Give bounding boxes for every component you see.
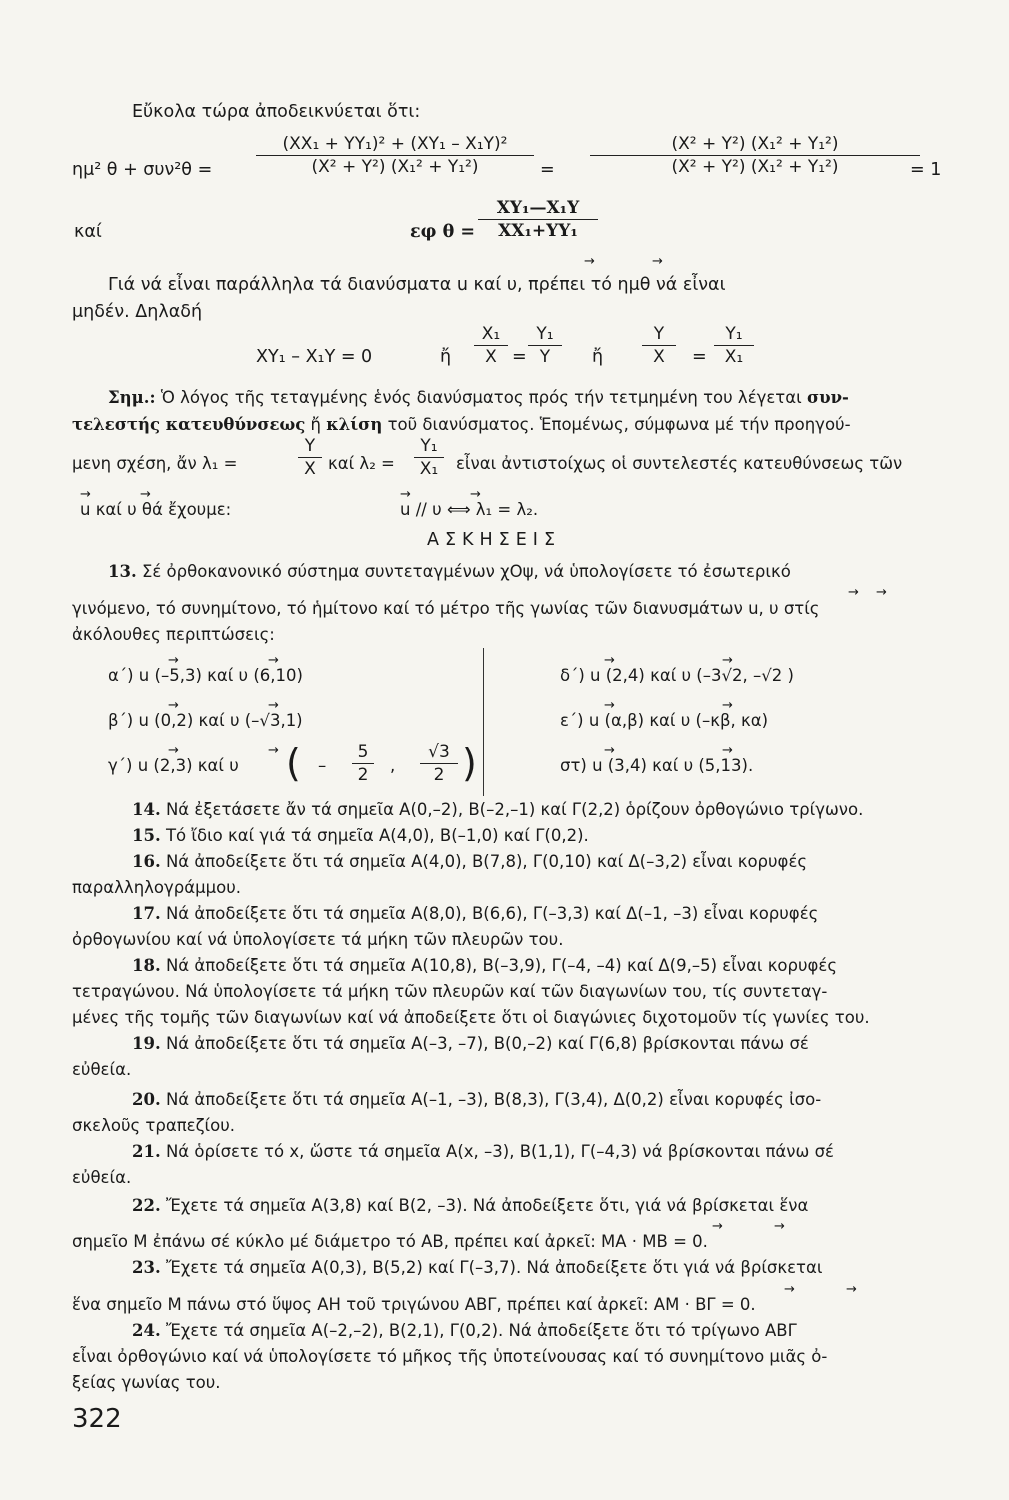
numerator: 5 [357, 742, 369, 762]
vector-arrow: → [604, 743, 615, 758]
ex13-line-2: γινόμενο, τό συνημίτονο, τό ἡμίτονο καί τό μέτρο τῆς γωνίας τῶν διανυσμάτων u, υ στίς [72, 599, 820, 618]
eq1-frac1-numerator: (XX₁ + YY₁)² + (XY₁ – X₁Y)² [282, 134, 508, 154]
exercise-number: 17. [132, 904, 161, 923]
vector-arrow: → [876, 585, 887, 600]
note-bold-1: συν- [806, 388, 849, 407]
exercise-17-line-2: ὀρθογωνίου καί νά ὑπολογίσετε τά μήκη τῶν πλευρῶν του. [72, 930, 564, 949]
fraction-bar [478, 219, 598, 220]
exercise-21-line-2: εὐθεία. [72, 1168, 132, 1187]
note-text-1: Ὁ λόγος τῆς τεταγμένης ἑνός διανύσματος πρός τήν τετμημένη του λέγεται [160, 388, 802, 407]
page-number: 322 [72, 1404, 122, 1434]
numerator: Y [653, 324, 665, 344]
exercise-text: Νά ἀποδείξετε ὅτι τά σημεῖα Α(8,0), Β(6,6), Γ(–3,3) καί Δ(–1, –3) εἶναι κορυφές [165, 904, 819, 923]
vector-arrow: → [584, 254, 595, 269]
gamma-fraction-2 [420, 742, 458, 785]
note-bold-3: κλίση [326, 415, 383, 434]
eq3-equals-a: = [512, 347, 527, 367]
gamma-minus: – [318, 756, 327, 775]
exercise-number: 16. [132, 852, 161, 871]
vector-arrow: → [774, 1219, 785, 1234]
denominator: X₁ [724, 347, 744, 367]
eq3-part1: XY₁ – X₁Y = 0 [256, 347, 373, 367]
numerator: Y [304, 436, 316, 456]
vector-arrow: → [722, 698, 733, 713]
gamma-close-paren: ) [462, 741, 477, 785]
eq3-or-1: ἤ [440, 347, 452, 367]
exercise-text: Νά ἀποδείξετε ὅτι τά σημεῖα Α(–1, –3), Β(8,3), Γ(3,4), Δ(0,2) εἶναι κορυφές ἰσο- [165, 1090, 822, 1109]
case-epsilon: ε΄) u (α,β) καί υ (–κβ, κα) [560, 711, 769, 730]
exercise-16 [132, 852, 807, 871]
parallel-line-1: Γιά νά εἶναι παράλληλα τά διανύσματα u καί υ, πρέπει τό ημθ νά εἶναι [108, 275, 726, 295]
column-divider [483, 648, 484, 796]
vector-arrow: → [722, 743, 733, 758]
vector-arrow: → [268, 743, 279, 758]
exercise-text: Ἔχετε τά σημεῖα Α(3,8) καί Β(2, –3). Νά ἀποδείξετε ὅτι, γιά νά βρίσκεται ἕνα [165, 1196, 809, 1215]
fraction-bar [256, 155, 534, 156]
vector-arrow: → [168, 698, 179, 713]
denominator: Y [539, 347, 551, 367]
vector-arrow: → [722, 653, 733, 668]
exercise-text: Ἔχετε τά σημεῖα Α(–2,–2), Β(2,1), Γ(0,2). Νά ἀποδείξετε ὅτι τό τρίγωνο ΑΒΓ [165, 1321, 797, 1340]
note-label: Σημ.: [108, 388, 156, 407]
vector-arrow: → [168, 743, 179, 758]
eq2-lhs: εφ θ = [410, 222, 475, 242]
numerator: X₁ [481, 324, 501, 344]
fraction-bar [714, 345, 754, 346]
intro-text: Εὔκολα τώρα ἀποδεικνύεται ὅτι: [132, 102, 421, 122]
eq3-fraction-2 [528, 324, 562, 367]
exercise-number: 15. [132, 826, 161, 845]
fraction-bar [420, 763, 458, 764]
eq3-fraction-3 [642, 324, 676, 367]
vector-arrow: → [712, 1219, 723, 1234]
exercise-number: 13. [108, 562, 137, 581]
vector-arrow: → [470, 487, 481, 502]
exercise-22 [132, 1196, 808, 1215]
gamma-fraction-1 [352, 742, 374, 785]
vector-arrow: → [268, 653, 279, 668]
fraction-bar [474, 345, 508, 346]
exercise-24-line-2: εἶναι ὀρθογώνιο καί νά ὑπολογίσετε τό μῆκος τῆς ὑποτείνουσας καί τό συνημίτονο μιᾶς ὀ- [72, 1347, 828, 1366]
eq1-result: = 1 [910, 160, 942, 180]
eq1-frac2-numerator: (X² + Y²) (X₁² + Y₁²) [671, 134, 839, 154]
numerator: Y₁ [725, 324, 743, 344]
note-line-4b: u // υ ⟺ λ₁ = λ₂. [400, 500, 539, 519]
vector-arrow: → [848, 585, 859, 600]
exercise-24-line-3: ξείας γωνίας του. [72, 1373, 221, 1392]
vector-arrow: → [268, 698, 279, 713]
vector-arrow: → [80, 487, 91, 502]
eq2-denominator: XX₁+YY₁ [498, 221, 578, 241]
exercise-text: Τό ἴδιο καί γιά τά σημεῖα Α(4,0), Β(–1,0) καί Γ(0,2). [165, 826, 589, 845]
gamma-comma: , [390, 756, 396, 775]
exercise-number: 19. [132, 1034, 161, 1053]
gamma-open-paren: ( [286, 741, 301, 785]
eq3-fraction-4 [714, 324, 754, 367]
case-beta: β΄) u (0,2) καί υ (–√3,1) [108, 711, 303, 730]
eq1-fraction-1 [256, 134, 534, 177]
denominator: 2 [357, 765, 369, 785]
exercise-number: 18. [132, 956, 161, 975]
case-st: στ) u (3,4) καί υ (5,13). [560, 756, 754, 775]
fraction-bar [414, 457, 444, 458]
vector-arrow: → [846, 1282, 857, 1297]
lambda2-fraction [414, 436, 444, 479]
eq1-frac2-denominator: (X² + Y²) (X₁² + Y₁²) [671, 157, 839, 177]
exercise-text: Ἔχετε τά σημεῖα Α(0,3), Β(5,2) καί Γ(–3,7). Νά ἀποδείξετε ὅτι γιά νά βρίσκεται [165, 1258, 823, 1277]
ex13-line-3: ἀκόλουθες περιπτώσεις: [72, 625, 275, 644]
numerator: Y₁ [420, 436, 438, 456]
denominator: X [653, 347, 665, 367]
fraction-bar [352, 763, 374, 764]
ex13-text-1: Σέ ὀρθοκανονικό σύστημα συντεταγμένων χOψ, νά ὑπολογίσετε τό ἐσωτερικό [141, 562, 791, 581]
eq1-equals: = [540, 160, 555, 180]
note-line-3c: εἶναι ἀντιστοίχως οἱ συντελεστές κατευθύνσεως τῶν [456, 454, 903, 473]
case-alpha: α΄) u (–5,3) καί υ (6,10) [108, 666, 303, 685]
eq1-frac1-denominator: (X² + Y²) (X₁² + Y₁²) [311, 157, 479, 177]
exercise-16-line-2: παραλληλογράμμου. [72, 878, 242, 897]
eq1-lhs: ημ² θ + συν²θ = [72, 160, 213, 180]
fraction-bar [528, 345, 562, 346]
exercise-24 [132, 1321, 797, 1340]
vector-arrow: → [604, 653, 615, 668]
exercise-number: 23. [132, 1258, 161, 1277]
exercise-19-line-2: εὐθεία. [72, 1060, 132, 1079]
eq2-numerator: XY₁—X₁Y [496, 198, 580, 218]
eq3-equals-b: = [692, 347, 707, 367]
ex13-line-1 [108, 562, 791, 581]
exercise-20-line-2: σκελοῦς τραπεζίου. [72, 1116, 236, 1135]
exercise-text: Νά ἀποδείξετε ὅτι τά σημεῖα Α(4,0), Β(7,8), Γ(0,10) καί Δ(–3,2) εἶναι κορυφές [165, 852, 808, 871]
note-line-1 [108, 388, 849, 407]
note-bold-2: τελεστής κατευθύνσεως [72, 415, 306, 434]
vector-arrow: → [400, 487, 411, 502]
eq2-fraction [478, 198, 598, 241]
exercise-text: Νά ἐξετάσετε ἄν τά σημεῖα Α(0,–2), Β(–2,–1) καί Γ(2,2) ὁρίζουν ὀρθογώνιο τρίγωνο. [165, 800, 864, 819]
note-line-3a: μενη σχέση, ἄν λ₁ = [72, 454, 238, 473]
vector-arrow: → [604, 698, 615, 713]
denominator: X [485, 347, 497, 367]
note-text-2a: ἤ [310, 415, 322, 434]
note-line-4a: u καί υ θά ἔχουμε: [80, 500, 232, 519]
exercise-number: 21. [132, 1142, 161, 1161]
exercise-number: 24. [132, 1321, 161, 1340]
parallel-line-2: μηδέν. Δηλαδή [72, 302, 203, 322]
note-text-2b: τοῦ διανύσματος. Ἑπομένως, σύμφωνα μέ τήν προηγού- [387, 415, 851, 434]
fraction-bar [298, 457, 322, 458]
exercise-number: 20. [132, 1090, 161, 1109]
fraction-bar [642, 345, 676, 346]
exercise-23 [132, 1258, 822, 1277]
exercise-22-line-2: σημεῖο Μ ἐπάνω σέ κύκλο μέ διάμετρο τό ΑΒ, πρέπει καί ἀρκεῖ: ΜΑ · ΜΒ = 0. [72, 1232, 708, 1251]
numerator: √3 [428, 742, 450, 762]
exercises-title: ΑΣΚΗΣΕΙΣ [427, 530, 561, 550]
exercise-text: Νά ὁρίσετε τό x, ὥστε τά σημεῖα Α(x, –3), Β(1,1), Γ(–4,3) νά βρίσκονται πάνω σέ [165, 1142, 834, 1161]
exercise-text: Νά ἀποδείξετε ὅτι τά σημεῖα Α(10,8), Β(–3,9), Γ(–4, –4) καί Δ(9,–5) εἶναι κορυφές [165, 956, 838, 975]
exercise-number: 22. [132, 1196, 161, 1215]
case-gamma: γ΄) u (2,3) καί υ [108, 756, 239, 775]
vector-arrow: → [168, 653, 179, 668]
exercise-19 [132, 1034, 809, 1053]
exercise-15 [132, 826, 589, 845]
exercise-20 [132, 1090, 821, 1109]
denominator: 2 [433, 765, 445, 785]
denominator: X [304, 459, 316, 479]
case-delta: δ΄) u (2,4) καί υ (–3√2, –√2 ) [560, 666, 794, 685]
exercise-17 [132, 904, 818, 923]
exercise-21 [132, 1142, 834, 1161]
vector-arrow: → [784, 1282, 795, 1297]
exercise-18-line-2: τετραγώνου. Νά ὑπολογίσετε τά μήκη τῶν πλευρῶν καί τῶν διαγωνίων του, τίς συντεταγ- [72, 982, 828, 1001]
exercise-text: Νά ἀποδείξετε ὅτι τά σημεῖα Α(–3, –7), Β(0,–2) καί Γ(6,8) βρίσκονται πάνω σέ [165, 1034, 809, 1053]
exercise-18 [132, 956, 837, 975]
exercise-number: 14. [132, 800, 161, 819]
denominator: X₁ [419, 459, 439, 479]
note-line-3b: καί λ₂ = [328, 454, 395, 473]
exercise-14 [132, 800, 863, 819]
vector-arrow: → [140, 487, 151, 502]
eq1-fraction-2 [590, 134, 920, 177]
lambda1-fraction [298, 436, 322, 479]
exercise-18-line-3: μένες τῆς τομῆς τῶν διαγωνίων καί νά ἀποδείξετε ὅτι οἱ διαγώνιες διχοτομοῦν τίς γωνίες του. [72, 1008, 870, 1027]
note-line-2 [72, 415, 851, 434]
numerator: Y₁ [536, 324, 554, 344]
eq3-fraction-1 [474, 324, 508, 367]
vector-arrow: → [652, 254, 663, 269]
fraction-bar [590, 155, 920, 156]
exercise-23-line-2: ἕνα σημεῖο Μ πάνω στό ὕψος ΑΗ τοῦ τριγώνου ΑΒΓ, πρέπει καί ἀρκεῖ: ΑΜ · ΒΓ = 0. [72, 1295, 756, 1314]
eq3-or-2: ἤ [592, 347, 604, 367]
eq2-kai: καί [74, 222, 102, 242]
